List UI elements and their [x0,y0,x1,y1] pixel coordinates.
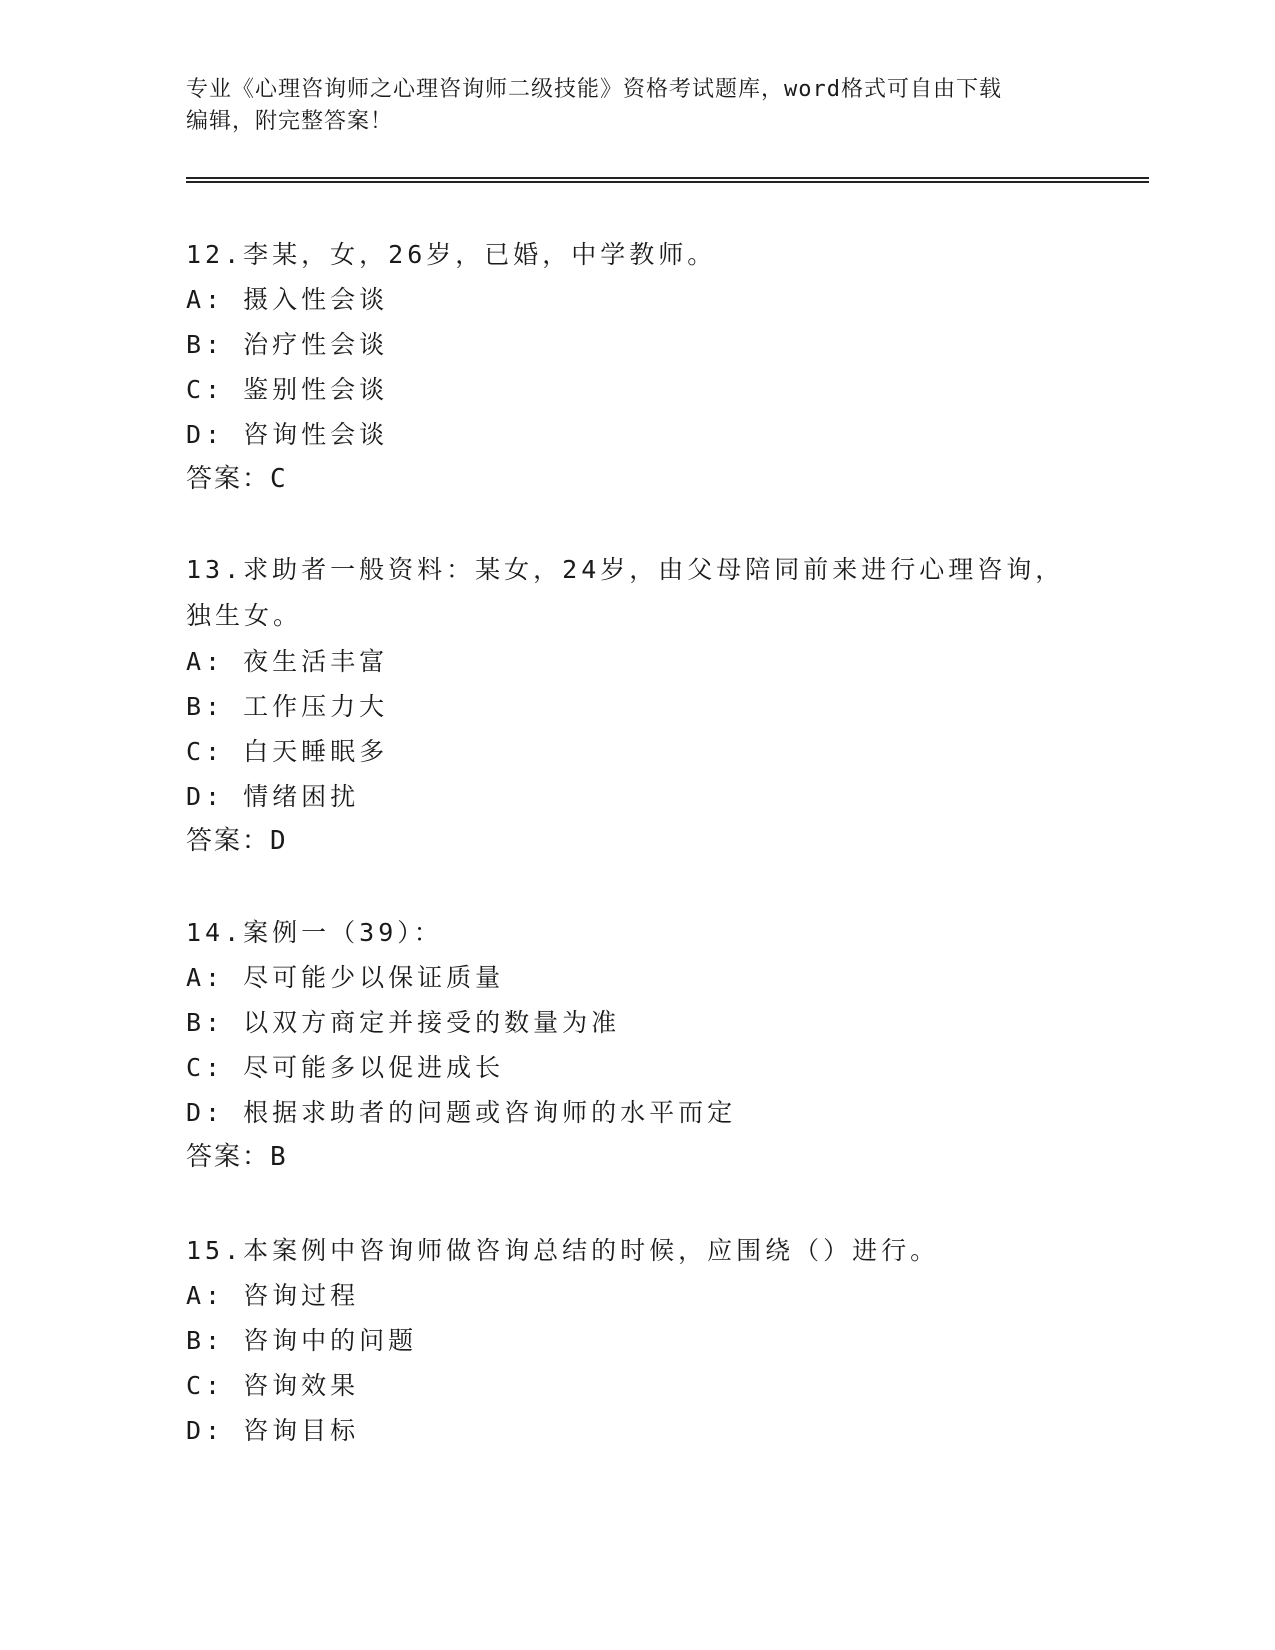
answer-label: 答案： [186,826,271,856]
question-12 [186,232,1086,502]
header-line-1: 专业《心理咨询师之心理咨询师二级技能》资格考试题库，word格式可自由下载 [186,77,1002,102]
question-14 [186,910,1086,1180]
answer-value: B [270,1142,286,1172]
document-header [186,74,1086,138]
option-a: A: 摄入性会谈 [186,285,389,314]
option-c: C: 尽可能多以促进成长 [186,1053,505,1082]
answer-value: D [270,826,286,856]
answer-line [186,1135,1086,1180]
option-d: D: 情绪困扰 [186,782,360,811]
option-b: B: 以双方商定并接受的数量为准 [186,1008,621,1037]
option-c: C: 白天睡眠多 [186,737,389,766]
option-d: D: 咨询目标 [186,1416,360,1445]
question-15 [186,1228,1086,1453]
option-a: A: 尽可能少以保证质量 [186,963,505,992]
option-b: B: 咨询中的问题 [186,1326,418,1355]
option-c: C: 咨询效果 [186,1371,360,1400]
option-a: A: 咨询过程 [186,1281,360,1310]
option-d: D: 咨询性会谈 [186,420,389,449]
header-divider [186,177,1149,183]
header-line-2: 编辑，附完整答案！ [186,109,394,134]
question-13 [186,547,1086,864]
answer-line [186,819,1086,864]
option-d: D: 根据求助者的问题或咨询师的水平而定 [186,1098,737,1127]
answer-line [186,457,1086,502]
option-b: B: 工作压力大 [186,692,389,721]
question-stem: 12.李某，女，26岁，已婚，中学教师。 [186,240,717,269]
option-b: B: 治疗性会谈 [186,330,389,359]
answer-value: C [270,464,286,494]
answer-label: 答案： [186,464,271,494]
option-a: A: 夜生活丰富 [186,647,389,676]
answer-label: 答案： [186,1142,271,1172]
question-stem: 13.求助者一般资料：某女，24岁，由父母陪同前来进行心理咨询，独生女。 [186,555,1065,630]
question-stem: 15.本案例中咨询师做咨询总结的时候，应围绕（）进行。 [186,1236,940,1265]
option-c: C: 鉴别性会谈 [186,375,389,404]
question-stem: 14.案例一（39）： [186,918,443,947]
